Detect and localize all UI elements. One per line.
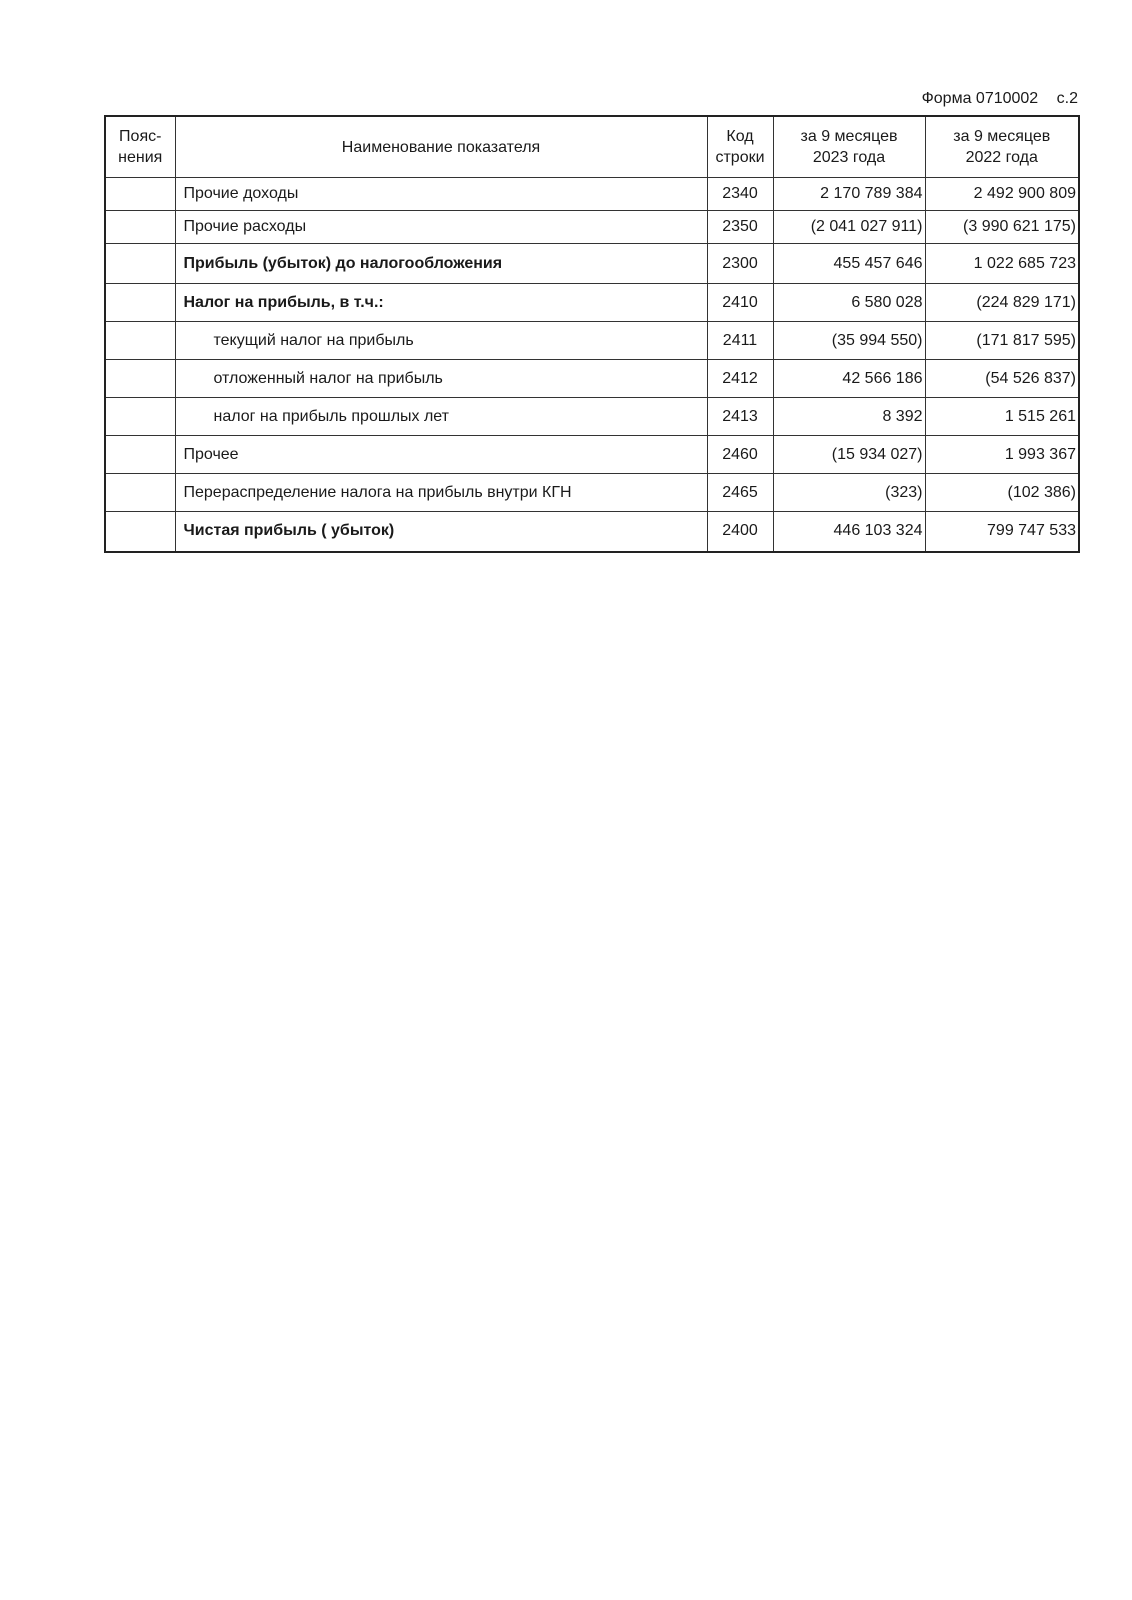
value-2022: 1 022 685 723 [925, 244, 1079, 284]
table-row [105, 360, 1079, 398]
notes-cell [105, 211, 175, 244]
table-row [105, 211, 1079, 244]
table-row [105, 178, 1079, 211]
row-name: Прочее [175, 436, 707, 474]
table-row [105, 244, 1079, 284]
notes-cell [105, 244, 175, 284]
value-2022: (171 817 595) [925, 322, 1079, 360]
value-2022: (102 386) [925, 474, 1079, 512]
table-row [105, 398, 1079, 436]
row-name: Прибыль (убыток) до налогообложения [175, 244, 707, 284]
row-code: 2410 [707, 284, 773, 322]
header-notes: Пояс- нения [105, 116, 175, 178]
row-code: 2460 [707, 436, 773, 474]
row-name: текущий налог на прибыль [175, 322, 707, 360]
row-name: Перераспределение налога на прибыль внутри КГН [175, 474, 707, 512]
row-code: 2411 [707, 322, 773, 360]
value-2023: 42 566 186 [773, 360, 925, 398]
notes-cell [105, 436, 175, 474]
financial-results-table [104, 115, 1080, 553]
row-code: 2340 [707, 178, 773, 211]
value-2023: 8 392 [773, 398, 925, 436]
notes-cell [105, 512, 175, 552]
header-code: Код строки [707, 116, 773, 178]
value-2022: 1 515 261 [925, 398, 1079, 436]
table-row [105, 284, 1079, 322]
value-2023: (15 934 027) [773, 436, 925, 474]
form-number: Форма 0710002 [921, 90, 1039, 107]
value-2022: 2 492 900 809 [925, 178, 1079, 211]
header-name: Наименование показателя [175, 116, 707, 178]
value-2022: 799 747 533 [925, 512, 1079, 552]
value-2023: (2 041 027 911) [773, 211, 925, 244]
header-row [105, 116, 1079, 178]
table-row [105, 322, 1079, 360]
row-code: 2465 [707, 474, 773, 512]
row-code: 2412 [707, 360, 773, 398]
value-2022: (224 829 171) [925, 284, 1079, 322]
notes-cell [105, 322, 175, 360]
value-2023: 6 580 028 [773, 284, 925, 322]
value-2022: (3 990 621 175) [925, 211, 1079, 244]
value-2023: (35 994 550) [773, 322, 925, 360]
row-name: налог на прибыль прошлых лет [175, 398, 707, 436]
form-label [922, 90, 1078, 108]
row-name: отложенный налог на прибыль [175, 360, 707, 398]
row-code: 2413 [707, 398, 773, 436]
page-number: с.2 [1056, 90, 1078, 107]
table-row [105, 512, 1079, 552]
notes-cell [105, 284, 175, 322]
notes-cell [105, 474, 175, 512]
notes-cell [105, 398, 175, 436]
row-code: 2350 [707, 211, 773, 244]
value-2023: 2 170 789 384 [773, 178, 925, 211]
row-name: Прочие доходы [175, 178, 707, 211]
header-2022: за 9 месяцев 2022 года [925, 116, 1079, 178]
value-2023: (323) [773, 474, 925, 512]
table-row [105, 436, 1079, 474]
header-2023: за 9 месяцев 2023 года [773, 116, 925, 178]
row-name: Чистая прибыль ( убыток) [175, 512, 707, 552]
row-code: 2300 [707, 244, 773, 284]
value-2023: 446 103 324 [773, 512, 925, 552]
value-2023: 455 457 646 [773, 244, 925, 284]
row-name: Прочие расходы [175, 211, 707, 244]
row-name: Налог на прибыль, в т.ч.: [175, 284, 707, 322]
table-row [105, 474, 1079, 512]
notes-cell [105, 178, 175, 211]
row-code: 2400 [707, 512, 773, 552]
notes-cell [105, 360, 175, 398]
value-2022: 1 993 367 [925, 436, 1079, 474]
value-2022: (54 526 837) [925, 360, 1079, 398]
